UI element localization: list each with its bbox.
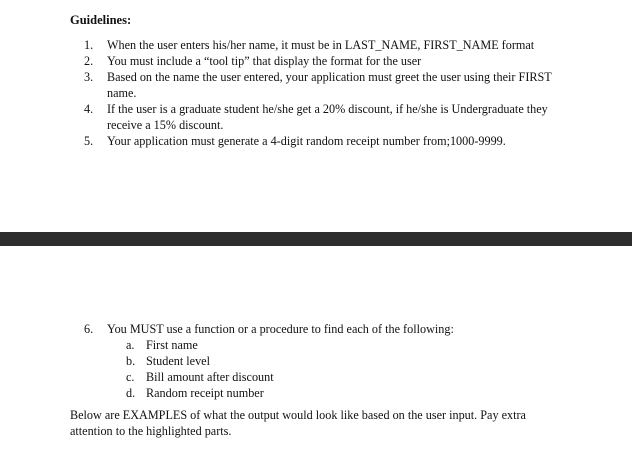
list-text: Based on the name the user entered, your application must greet the user using their FIRST name. bbox=[107, 70, 552, 100]
sub-list-item bbox=[126, 353, 274, 369]
guideline-item bbox=[84, 37, 554, 53]
list-number: 1. bbox=[84, 38, 94, 52]
sub-list-item bbox=[126, 337, 274, 353]
sub-list-text: Random receipt number bbox=[146, 386, 264, 400]
sub-list-letter: a. bbox=[126, 338, 135, 352]
guideline-item-6 bbox=[84, 321, 554, 337]
sub-list-letter: d. bbox=[126, 386, 136, 400]
sub-list-item bbox=[126, 369, 274, 385]
guideline-item bbox=[84, 133, 554, 149]
sub-list-item bbox=[126, 385, 274, 401]
sub-list-text: Bill amount after discount bbox=[146, 370, 274, 384]
sub-list-text: First name bbox=[146, 338, 198, 352]
list-number: 4. bbox=[84, 102, 94, 116]
list-text: You MUST use a function or a procedure to find each of the following: bbox=[107, 322, 454, 336]
guideline-item bbox=[84, 69, 554, 101]
sub-list-letter: b. bbox=[126, 354, 136, 368]
list-number: 3. bbox=[84, 70, 94, 84]
guideline-item bbox=[84, 53, 554, 69]
guidelines-list bbox=[84, 37, 554, 149]
list-number: 5. bbox=[84, 134, 94, 148]
list-text: If the user is a graduate student he/she get a 20% discount, if he/she is Undergraduate they receive a 15% discount. bbox=[107, 102, 548, 132]
list-text: When the user enters his/her name, it must be in LAST_NAME, FIRST_NAME format bbox=[107, 38, 535, 52]
page-separator-bar bbox=[0, 232, 632, 246]
examples-paragraph: Below are EXAMPLES of what the output would look like based on the user input. Pay extra attention to the highlighted parts. bbox=[70, 408, 526, 438]
sub-list bbox=[126, 337, 274, 401]
guidelines-heading: Guidelines: bbox=[70, 13, 132, 27]
guideline-item bbox=[84, 101, 554, 133]
sub-list-text: Student level bbox=[146, 354, 210, 368]
list-text: You must include a “tool tip” that display the format for the user bbox=[107, 54, 422, 68]
list-number: 6. bbox=[84, 322, 94, 336]
list-number: 2. bbox=[84, 54, 94, 68]
sub-list-letter: c. bbox=[126, 370, 135, 384]
list-text: Your application must generate a 4-digit random receipt number from;1000-9999. bbox=[107, 134, 506, 148]
